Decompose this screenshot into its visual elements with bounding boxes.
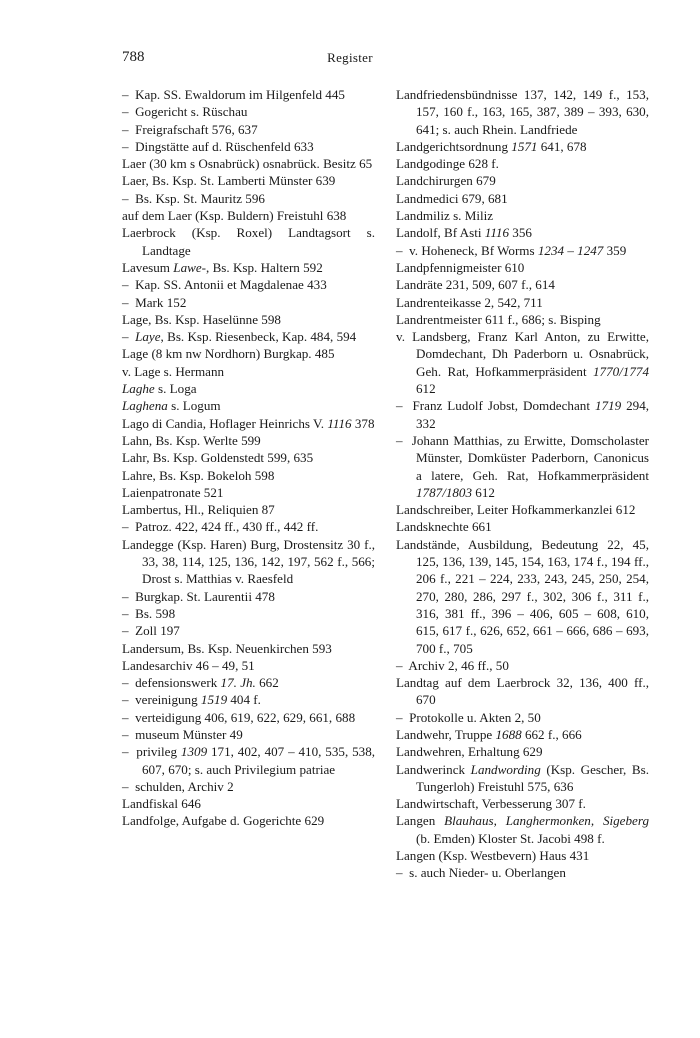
index-entry: – Burgkap. St. Laurentii 478 (122, 588, 275, 604)
index-entry: Landpfennigmeister 610 (396, 259, 525, 275)
index-entry: Laghe s. Loga (122, 381, 197, 397)
index-entry: – Gogericht s. Rüschau (122, 104, 248, 120)
index-entry: Landolf, Bf Asti 1116 356 (396, 225, 532, 241)
index-entry: – Bs. 598 (122, 605, 176, 621)
index-entry: Lahr, Bs. Ksp. Goldenstedt 599, 635 (122, 450, 314, 466)
index-entry: Landfolge, Aufgabe d. Gogerichte 629 (122, 813, 325, 829)
index-entry: – v. Hoheneck, Bf Worms 1234 – 1247 359 (396, 242, 627, 258)
page-number: 788 (122, 49, 145, 65)
index-entry: Langen Blauhaus, Langhermonken, Sigeberg (b. Emden) Kloster St. Jacobi 498 f. (396, 813, 649, 846)
index-entry: Landchirurgen 679 (396, 173, 496, 189)
index-column-left (122, 86, 375, 830)
index-entry: Lambertus, Hl., Reliquien 87 (122, 502, 275, 518)
index-entry: – Laye, Bs. Ksp. Riesenbeck, Kap. 484, 594 (122, 329, 357, 345)
index-entry: Landwehr, Truppe 1688 662 f., 666 (396, 726, 582, 742)
index-entry: – Johann Matthias, zu Erwitte, Domscholaster Münster, Domküster Paderborn, Canonicus a latere, Geh. Rat, Hofkammerpräsident 1787/1803 612 (396, 432, 649, 500)
index-entry: Landstände, Ausbildung, Bedeutung 22, 45, 125, 136, 139, 145, 154, 163, 174 f., 194 ff., 206 f., 221 – 224, 233, 243, 245, 250, 254, 270, 280, 286, 297 f., 302, 306 f., 311 f., 316, 381 ff., 396 – 406, 605 – 608, 610, 615, 617 f., 626, 652, 661 – 666, 686 – 693, 700 f., 705 (396, 536, 649, 656)
index-entry: Lahn, Bs. Ksp. Werlte 599 (122, 432, 261, 448)
index-entry: Landwehren, Erhaltung 629 (396, 744, 543, 760)
index-entry: – Bs. Ksp. St. Mauritz 596 (122, 190, 265, 206)
index-entry: Landmiliz s. Miliz (396, 208, 494, 224)
index-entry: – privileg 1309 171, 402, 407 – 410, 535, 538, 607, 670; s. auch Privilegium patriae (122, 744, 376, 777)
index-entry: Laer (30 km s Osnabrück) osnabrück. Besitz 65 (122, 156, 373, 172)
running-title: Register (327, 50, 373, 65)
index-entry: Landtag auf dem Laerbrock 32, 136, 400 ff., 670 (396, 675, 649, 708)
index-entry: Landwirtschaft, Verbesserung 307 f. (396, 796, 586, 812)
index-entry: – Mark 152 (122, 294, 187, 310)
index-entry: Landesarchiv 46 – 49, 51 (122, 657, 255, 673)
index-entry: Landgodinge 628 f. (396, 156, 499, 172)
index-entry: Landwerinck Landwording (Ksp. Gescher, Bs. Tungerloh) Freistuhl 575, 636 (396, 761, 649, 794)
index-entry: Landsknechte 661 (396, 519, 492, 535)
index-column-right (396, 86, 649, 882)
index-entry: – Archiv 2, 46 ff., 50 (396, 657, 509, 673)
index-entry: Landmedici 679, 681 (396, 190, 508, 206)
index-entry: – Freigrafschaft 576, 637 (122, 121, 258, 137)
index-entry: Lage (8 km nw Nordhorn) Burgkap. 485 (122, 346, 335, 362)
index-entry: – s. auch Nieder- u. Oberlangen (396, 865, 566, 881)
index-entry: Langen (Ksp. Westbevern) Haus 431 (396, 848, 590, 864)
index-entry: – vereinigung 1519 404 f. (122, 692, 261, 708)
index-entry: – Patroz. 422, 424 ff., 430 ff., 442 ff. (122, 519, 319, 535)
index-entry: – Protokolle u. Akten 2, 50 (396, 709, 541, 725)
index-entry: Laer, Bs. Ksp. St. Lamberti Münster 639 (122, 173, 336, 189)
index-entry: – defensionswerk 17. Jh. 662 (122, 675, 279, 691)
index-entry: v. Landsberg, Franz Karl Anton, zu Erwitte, Domdechant, Dh Paderborn u. Osnabrück, Geh. Rat, Hofkammerpräsident 1770/1774 612 (396, 329, 649, 397)
index-entry: – Franz Ludolf Jobst, Domdechant 1719 294, 332 (396, 398, 650, 431)
index-entry: Landgerichtsordnung 1571 641, 678 (396, 138, 587, 154)
index-entry: Landfiskal 646 (122, 796, 201, 812)
index-entry: auf dem Laer (Ksp. Buldern) Freistuhl 638 (122, 208, 347, 224)
index-entry: Landschreiber, Leiter Hofkammerkanzlei 612 (396, 502, 636, 518)
index-entry: Lavesum Lawe-, Bs. Ksp. Haltern 592 (122, 259, 323, 275)
index-entry: – Kap. SS. Antonii et Magdalenae 433 (122, 277, 327, 293)
index-entry: v. Lage s. Hermann (122, 363, 225, 379)
index-entry: – museum Münster 49 (122, 726, 243, 742)
index-entry: Landersum, Bs. Ksp. Neuenkirchen 593 (122, 640, 332, 656)
index-entry: Landfriedensbündnisse 137, 142, 149 f., 153, 157, 160 f., 163, 165, 387, 389 – 393, 630, 641; s. auch Rhein. Landfriede (396, 87, 649, 137)
index-entry: Landrenteikasse 2, 542, 711 (396, 294, 543, 310)
index-entry: Lage, Bs. Ksp. Haselünne 598 (122, 311, 281, 327)
index-entry: Laienpatronate 521 (122, 484, 224, 500)
index-entry: Landegge (Ksp. Haren) Burg, Drostensitz 30 f., 33, 38, 114, 125, 136, 142, 197, 562 f., 566; Drost s. Matthias v. Raesfeld (122, 536, 375, 587)
index-entry: Landrentmeister 611 f., 686; s. Bisping (396, 311, 601, 327)
index-entry: – verteidigung 406, 619, 622, 629, 661, 688 (122, 709, 356, 725)
index-entry: Lago di Candia, Hoflager Heinrichs V. 1116 378 (122, 415, 375, 431)
index-entry: – Zoll 197 (122, 623, 180, 639)
index-entry: Laghena s. Logum (122, 398, 221, 414)
index-entry: Landräte 231, 509, 607 f., 614 (396, 277, 555, 293)
index-entry: – Dingstätte auf d. Rüschenfeld 633 (122, 138, 314, 154)
index-entry: – schulden, Archiv 2 (122, 778, 234, 794)
index-entry: Laerbrock (Ksp. Roxel) Landtagsort s. Landtage (122, 225, 375, 258)
index-entry: – Kap. SS. Ewaldorum im Hilgenfeld 445 (122, 87, 345, 102)
index-entry: Lahre, Bs. Ksp. Bokeloh 598 (122, 467, 275, 483)
